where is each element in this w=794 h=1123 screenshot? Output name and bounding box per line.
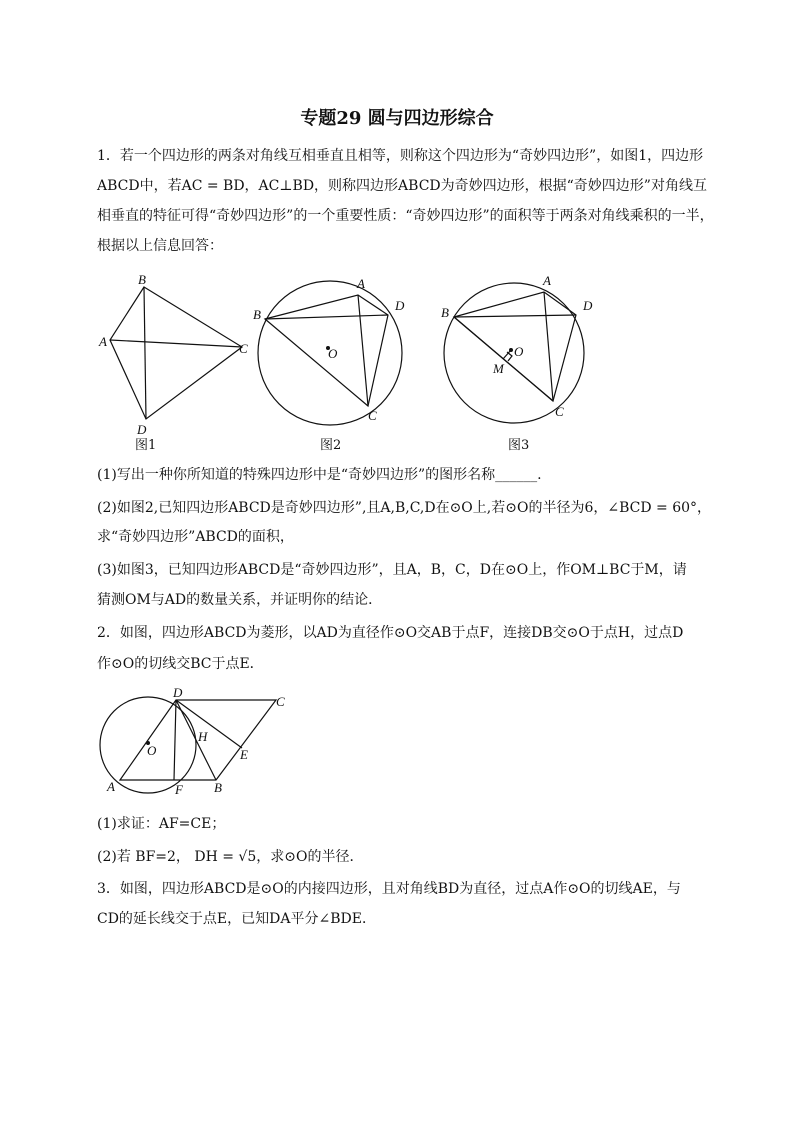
fig3-center-point <box>509 348 513 352</box>
q2-line-2: 作⊙O的切线交BC于点E． <box>97 656 264 672</box>
fig2-label-o: O <box>328 346 338 361</box>
figure-3 <box>438 268 608 438</box>
q1-sub-2a: (2)如图2,已知四边形ABCD是奇妙四边形”,且A,B,C,D在⊙O上,若⊙O的半径为6，∠BCD = 60°， <box>97 500 712 516</box>
fig2-quadrilateral <box>265 295 388 406</box>
figure-2 <box>248 268 418 438</box>
fig4-label-f: F <box>175 782 183 797</box>
fig4-label-e: E <box>240 747 248 762</box>
fig3-right-angle-mark <box>507 352 512 361</box>
fig1-label-d: D <box>137 422 147 437</box>
fig1-diagonal-ac <box>110 340 242 347</box>
fig1-label-b: B <box>138 272 146 287</box>
q1-line-3: 相垂直的特征可得“奇妙四边形”的一个重要性质：“奇妙四边形”的面积等于两条对角线乘积的一半， <box>97 208 714 224</box>
fig1-label-c: C <box>239 341 248 356</box>
fig1-quadrilateral <box>110 287 242 419</box>
fig3-label-o: O <box>514 344 524 359</box>
q1-line-1: 1．若一个四边形的两条对角线互相垂直且相等，则称这个四边形为“奇妙四边形”，如图1，四边形 <box>97 148 704 164</box>
fig1-diagonal-bd <box>144 287 146 419</box>
q3-line-2: CD的延长线交于点E，已知DA平分∠BDE． <box>97 911 376 927</box>
fig3-label-b: B <box>441 305 449 320</box>
fig2-label-a: A <box>357 276 365 291</box>
figure-1 <box>95 268 255 438</box>
fig4-tangent-de <box>176 700 242 748</box>
q1-sub-2b: 求“奇妙四边形”ABCD的面积， <box>97 529 294 545</box>
q1-line-2: ABCD中，若AC = BD，AC⊥BD，则称四边形ABCD为奇妙四边形，根据“奇妙四边形”对角线互 <box>97 178 707 194</box>
fig3-caption: 图3 <box>508 438 530 453</box>
q1-line-4: 根据以上信息回答： <box>97 238 223 254</box>
fig3-label-c: C <box>555 404 564 419</box>
q3-line-1: 3．如图，四边形ABCD是⊙O的内接四边形，且对角线BD为直径，过点A作⊙O的切线AE，与 <box>97 881 681 897</box>
fig4-diagonal-db <box>176 700 216 780</box>
q2-line-1: 2．如图，四边形ABCD为菱形，以AD为直径作⊙O交AB于点F，连接DB交⊙O于点H，过点D <box>97 625 684 641</box>
q1-sub-3b: 猜测OM与AD的数量关系，并证明你的结论． <box>97 592 383 608</box>
fig3-label-m: M <box>493 361 504 376</box>
fig3-diagonal-bd <box>454 315 576 317</box>
fig4-label-o: O <box>147 743 157 758</box>
q1-sub-3a: (3)如图3，已知四边形ABCD是“奇妙四边形”，且A，B，C，D在⊙O上，作OM⊥BC于M，请 <box>97 562 687 578</box>
fig3-diagonal-ac <box>544 292 553 401</box>
fig4-label-b: B <box>214 780 222 795</box>
fig3-label-a: A <box>543 273 551 288</box>
fig2-label-d: D <box>395 298 405 313</box>
fig2-caption: 图2 <box>320 438 342 453</box>
figure-4 <box>95 685 295 800</box>
fig1-label-a: A <box>99 334 107 349</box>
fig3-label-d: D <box>583 298 593 313</box>
page-title: 专题29 圆与四边形综合 <box>300 108 494 129</box>
fig1-caption: 图1 <box>135 438 157 453</box>
q2-sub-1: (1)求证：AF=CE； <box>97 816 226 832</box>
q1-sub-1: (1)写出一种你所知道的特殊四边形中是“奇妙四边形”的图形名称______. <box>97 467 542 483</box>
fig4-label-d: D <box>173 685 183 700</box>
fig4-label-a: A <box>107 779 115 794</box>
fig2-diagonal-ac <box>358 295 368 406</box>
q2-sub-2: (2)若 BF=2， DH = √5，求⊙O的半径． <box>97 849 364 865</box>
fig2-label-c: C <box>368 408 377 423</box>
fig4-label-c: C <box>276 694 285 709</box>
fig2-label-b: B <box>253 307 261 322</box>
fig4-label-h: H <box>198 729 208 744</box>
fig2-diagonal-bd <box>265 315 388 319</box>
fig4-segment-df <box>174 700 176 780</box>
